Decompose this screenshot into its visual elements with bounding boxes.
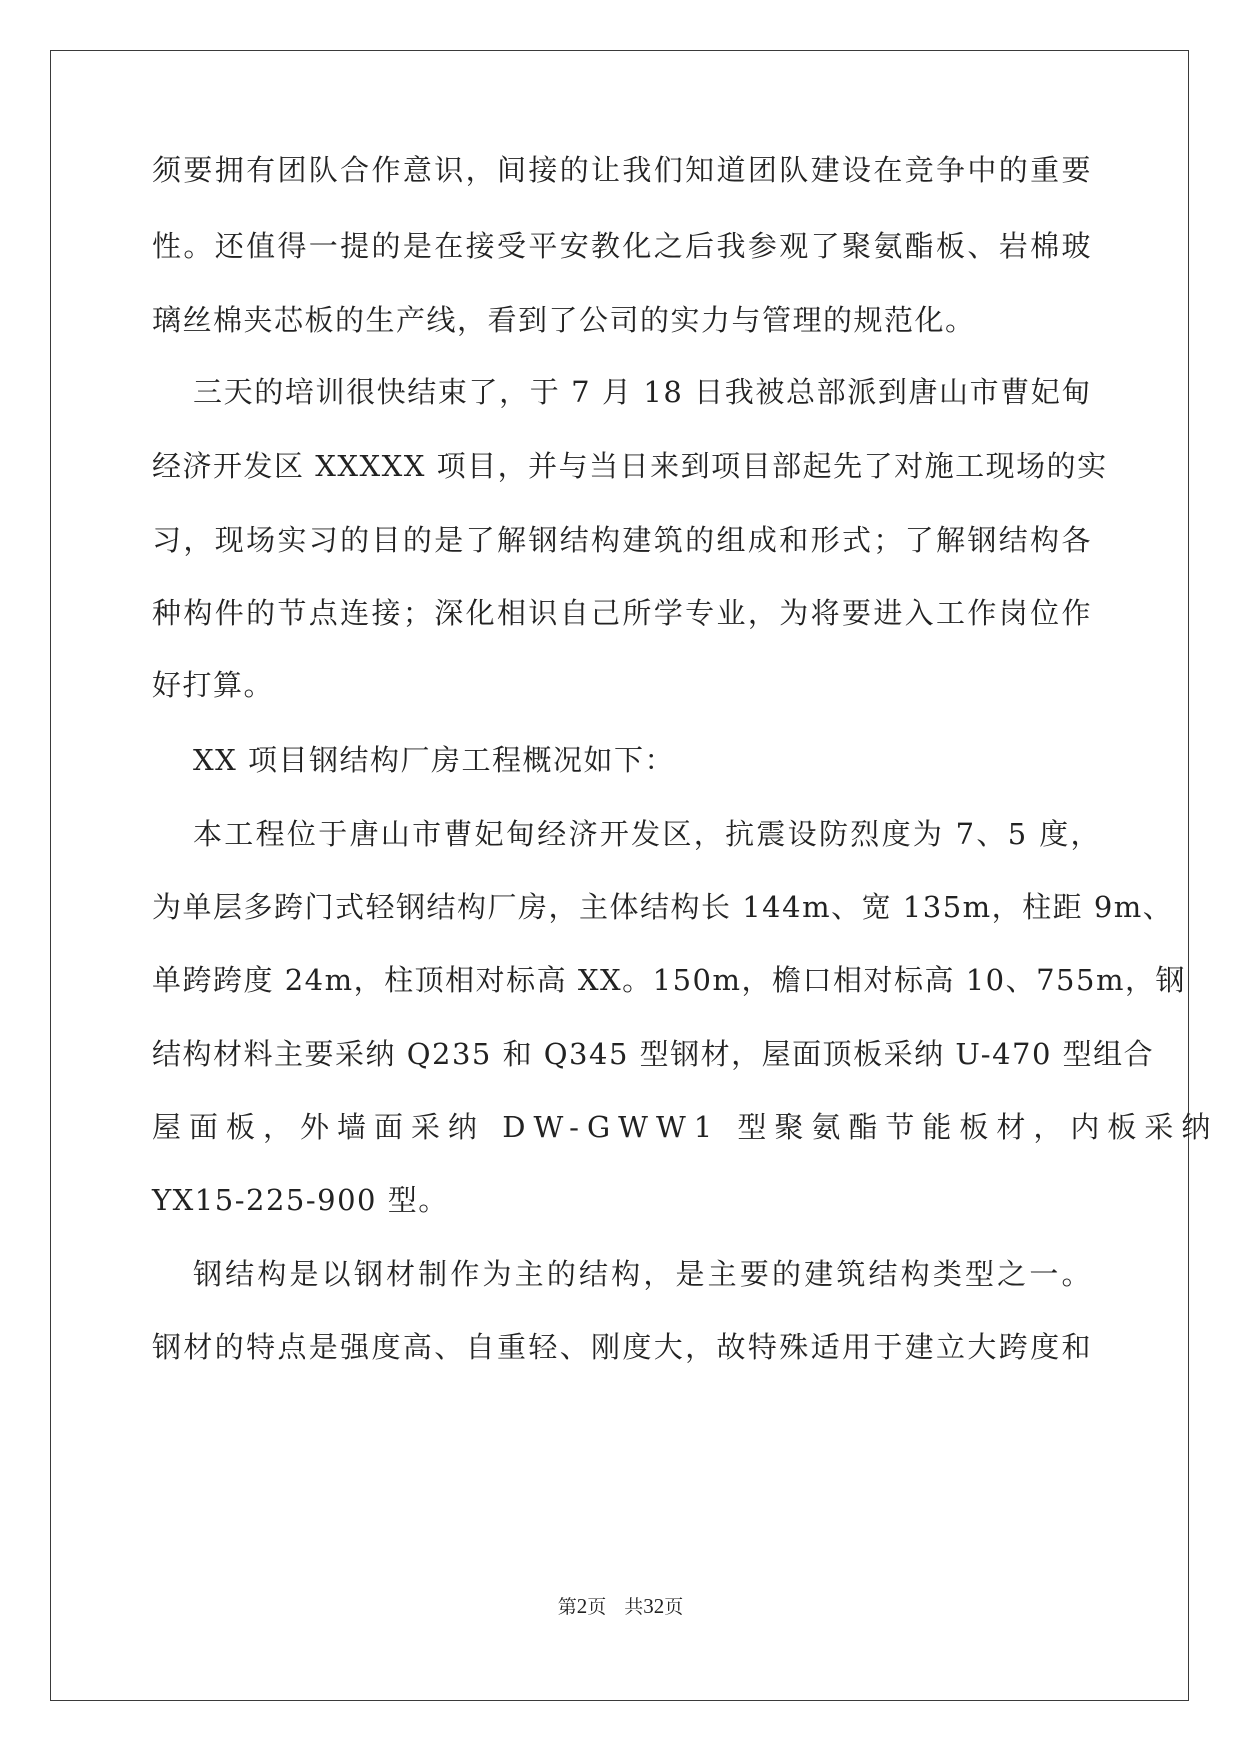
paragraph-line: 为单层多跨门式轻钢结构厂房，主体结构长 144m、宽 135m，柱距 9m、 (152, 890, 1174, 924)
paragraph-line: 三天的培训很快结束了，于 7 月 18 日我被总部派到唐山市曹妃甸 (193, 375, 1092, 409)
paragraph-line: 习，现场实习的目的是了解钢结构建筑的组成和形式；了解钢结构各 (152, 523, 1092, 557)
paragraph-line: 本工程位于唐山市曹妃甸经济开发区，抗震设防烈度为 7、5 度， (193, 817, 1101, 851)
paragraph-line: 屋面板，外墙面采纳 DW-GWW1 型聚氨酯节能板材，内板采纳 (152, 1110, 1219, 1144)
paragraph-line: YX15-225-900 型。 (152, 1183, 449, 1217)
page-prefix: 第 (557, 1596, 577, 1618)
paragraph-line: 种构件的节点连接；深化相识自己所学专业，为将要进入工作岗位作 (152, 596, 1092, 630)
paragraph-line: 璃丝棉夹芯板的生产线，看到了公司的实力与管理的规范化。 (152, 303, 976, 337)
total-suffix: 页 (664, 1596, 684, 1618)
page-footer (0, 1592, 1241, 1619)
total-pages: 32 (643, 1594, 665, 1618)
paragraph-line: 经济开发区 XXXXX 项目，并与当日来到项目部起先了对施工现场的实 (152, 449, 1108, 483)
total-prefix: 共 (624, 1596, 644, 1618)
section-heading: XX 项目钢结构厂房工程概况如下： (193, 743, 676, 777)
paragraph-line: 性。还值得一提的是在接受平安教化之后我参观了聚氨酯板、岩棉玻 (152, 229, 1092, 263)
page-border (50, 50, 1219, 1701)
paragraph-line: 钢结构是以钢材制作为主的结构，是主要的建筑结构类型之一。 (193, 1257, 1092, 1291)
paragraph-line: 好打算。 (152, 668, 275, 702)
paragraph-line: 单跨跨度 24m，柱顶相对标高 XX。150m，檐口相对标高 10、755m，钢 (152, 963, 1186, 997)
paragraph-line: 钢材的特点是强度高、自重轻、刚度大，故特殊适用于建立大跨度和 (152, 1330, 1092, 1364)
paragraph-line: 结构材料主要采纳 Q235 和 Q345 型钢材，屋面顶板采纳 U-470 型组合 (152, 1037, 1155, 1071)
page-suffix: 页 (587, 1596, 607, 1618)
page-number: 2 (576, 1594, 588, 1618)
paragraph-line: 须要拥有团队合作意识，间接的让我们知道团队建设在竞争中的重要 (152, 153, 1092, 187)
